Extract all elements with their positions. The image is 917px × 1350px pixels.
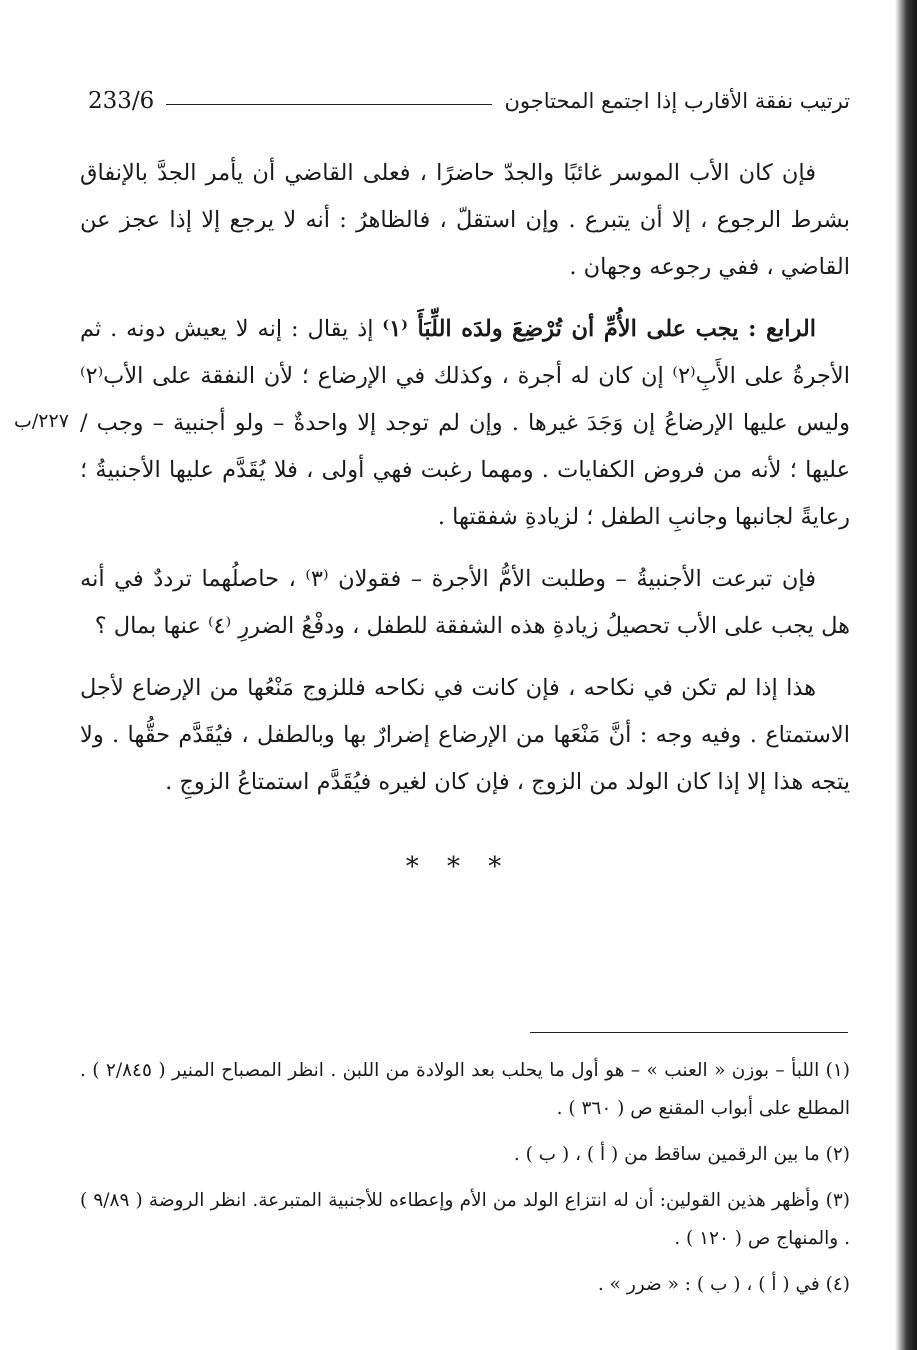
paragraph-text: إذ يقال : إنه لا يعيش دونه . ثم الأجرةُ على الأَبِ⁽٢⁾ إن كان له أجرة ، وكذلك في الإرضاع ؛ لأن النفقة على الأب⁽٢⁾ وليس عليها الإرضاعُ إن وَجَدَ غيرها . وإن لم توجد إلا واحدةٌ – ولو أجنبية – وجب / عليها ؛ لأنه من فروض الكفايات . ومهما رغبت فهي أولى ، فلا يُقَدَّم عليها الأجنبيةُ ؛ رعايةً لجانبها وجانبِ الطفل ؛ لزيادةِ شفقتها . [80, 316, 850, 530]
paragraph: هذا إذا لم تكن في نكاحه ، فإن كانت في نكاحه فللزوج مَنْعُها من الإرضاع لأجل الاستمتاع . وفيه وجه : أنَّ مَنْعَها من الإرضاع إضرارٌ بها وبالطفل ، فيُقَدَّم حقُّها . ولا يتجه هذا إلا إذا كان الولد من الزوج ، فإن كان لغيره فيُقَدَّم استمتاعُ الزوجِ . [80, 675, 850, 795]
margin-note: ٢٢٧/ب [14, 410, 69, 432]
lead-phrase: الرابع : يجب على الأُمِّ أن تُرْضِعَ ولدَه اللِّبَأَ ⁽١⁾ [382, 316, 817, 342]
footnotes [80, 1052, 850, 1312]
running-title: ترتيب نفقة الأقارب إذا اجتمع المحتاجون [504, 89, 850, 113]
paragraph: فإن تبرعت الأجنبيةُ – وطلبت الأمُّ الأجرة – فقولان ⁽٣⁾ ، حاصلُهما ترددٌ في أنه هل يجب على الأب تحصيلُ زيادةِ هذه الشفقة للطفل ، ودفْعُ الضررِ ⁽٤⁾ عنها بمال ؟ [80, 566, 850, 639]
footnote: (٤) في ( أ ) ، ( ب ) : « ضرر » . [597, 1274, 850, 1295]
main-text [80, 150, 850, 821]
footnote: (١) اللبأ – بوزن « العنب » – هو أول ما يحلب بعد الولادة من اللبن . انظر المصباح المنير ( ٢/٨٤٥ ) . المطلع على أبواب المقنع ص ( ٣٦٠ ) . [80, 1060, 850, 1119]
paragraph: فإن كان الأب الموسر غائبًا والجدّ حاضرًا ، فعلى القاضي أن يأمر الجدَّ بالإنفاق بشرط الرجوع ، إلا أن يتبرع . وإن استقلّ ، فالظاهرُ : أنه لا يرجع إلا إذا عجز عن القاضي ، ففي رجوعه وجهان . [80, 160, 850, 280]
footnote-rule [530, 1032, 848, 1033]
scan-edge [889, 0, 917, 1350]
footnote: (٣) وأظهر هذين القولين: أن له انتزاع الولد من الأم وإعطاءه للأجنبية المتبرعة. انظر الروضة ( ٩/٨٩ ) . والمنهاج ص ( ١٢٠ ) . [80, 1190, 850, 1249]
footnote: (٢) ما بين الرقمين ساقط من ( أ ) ، ( ب ) . [513, 1144, 850, 1165]
header-rule [166, 104, 492, 105]
running-header [88, 84, 850, 118]
paragraph [80, 306, 850, 541]
section-separator: * * * [405, 852, 512, 882]
page-number: 233/6 [88, 88, 155, 114]
